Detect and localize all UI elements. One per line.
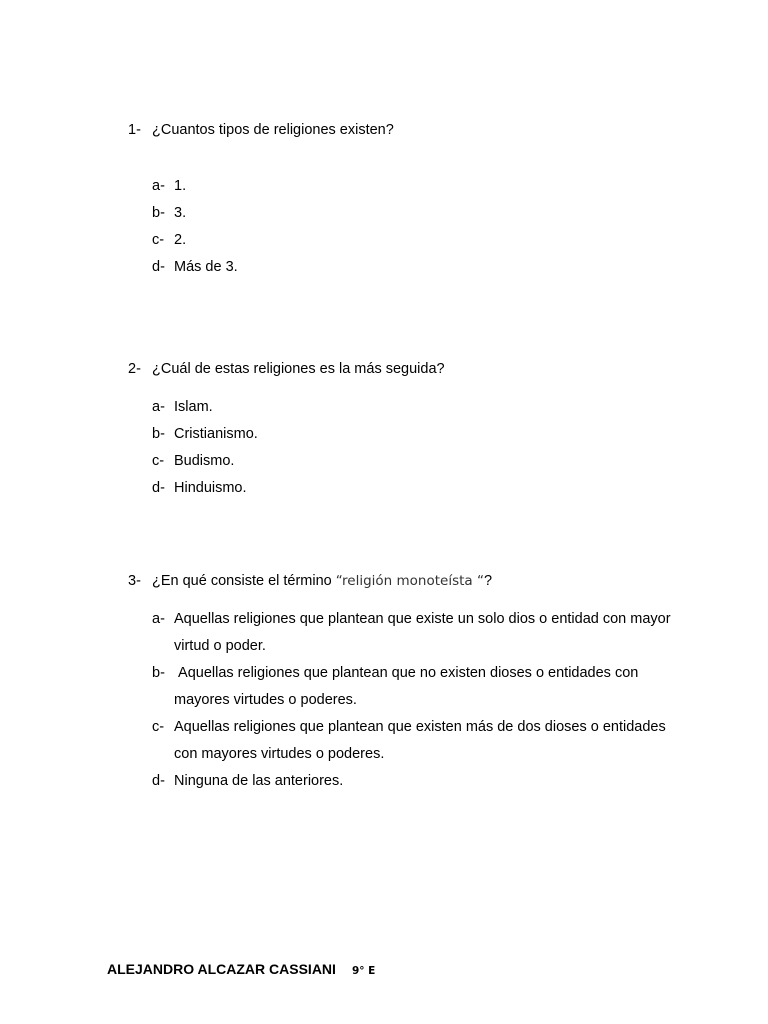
question-number: 3- — [128, 573, 141, 589]
option-d — [152, 475, 672, 502]
option-letter: d- — [152, 480, 165, 496]
option-c — [152, 448, 672, 475]
question-text-suffix: ? — [483, 573, 493, 589]
option-text: Budismo. — [174, 453, 235, 469]
student-grade: 9° E — [351, 965, 376, 977]
question-1 — [128, 120, 688, 275]
option-text: Islam. — [174, 399, 213, 415]
question-text — [152, 571, 492, 591]
option-d — [152, 254, 672, 281]
option-letter: a- — [152, 178, 165, 194]
question-text: ¿Cuál de estas religiones es la más seguida? — [152, 361, 445, 377]
question-3 — [128, 571, 688, 789]
question-text: ¿Cuantos tipos de religiones existen? — [152, 122, 394, 138]
question-3-heading — [128, 571, 688, 591]
question-2-heading — [128, 359, 688, 379]
option-text: Aquellas religiones que plantean que existe un solo dios o entidad con mayor virtud o poder. — [174, 611, 671, 654]
option-text: 1. — [174, 178, 187, 194]
option-letter: c- — [152, 232, 165, 248]
option-letter: a- — [152, 611, 165, 627]
option-list — [152, 173, 672, 281]
option-letter: c- — [152, 453, 165, 469]
option-letter: a- — [152, 399, 165, 415]
option-text: 2. — [174, 232, 187, 248]
option-text: Más de 3. — [174, 259, 238, 275]
option-b — [152, 660, 672, 714]
question-term: “religión monoteísta “ — [335, 573, 484, 589]
option-text: Aquellas religiones que plantean que no existen dioses o entidades con mayores virtudes o poderes. — [174, 665, 643, 708]
option-letter: b- — [152, 426, 165, 442]
option-letter: d- — [152, 259, 165, 275]
question-number: 2- — [128, 361, 141, 377]
option-b — [152, 200, 672, 227]
question-2 — [128, 359, 688, 496]
option-letter: b- — [152, 665, 165, 681]
question-1-heading — [128, 120, 688, 140]
option-b — [152, 421, 672, 448]
option-a — [152, 606, 672, 660]
option-letter: d- — [152, 773, 165, 789]
option-letter: c- — [152, 719, 165, 735]
option-d — [152, 768, 672, 795]
option-text: Aquellas religiones que plantean que existen más de dos dioses o entidades con mayores virtudes o poderes. — [174, 719, 666, 762]
option-list — [152, 394, 672, 502]
option-a — [152, 394, 672, 421]
option-a — [152, 173, 672, 200]
option-c — [152, 227, 672, 254]
student-footer — [107, 961, 375, 977]
question-text-prefix: ¿En qué consiste el término — [152, 573, 336, 589]
option-list — [152, 606, 672, 795]
option-letter: b- — [152, 205, 165, 221]
option-text: 3. — [174, 205, 187, 221]
student-name: ALEJANDRO ALCAZAR CASSIANI — [107, 961, 336, 977]
option-text: Ninguna de las anteriores. — [174, 773, 344, 789]
option-text: Cristianismo. — [174, 426, 258, 442]
question-number: 1- — [128, 122, 141, 138]
option-text: Hinduismo. — [174, 480, 247, 496]
option-c — [152, 714, 672, 768]
